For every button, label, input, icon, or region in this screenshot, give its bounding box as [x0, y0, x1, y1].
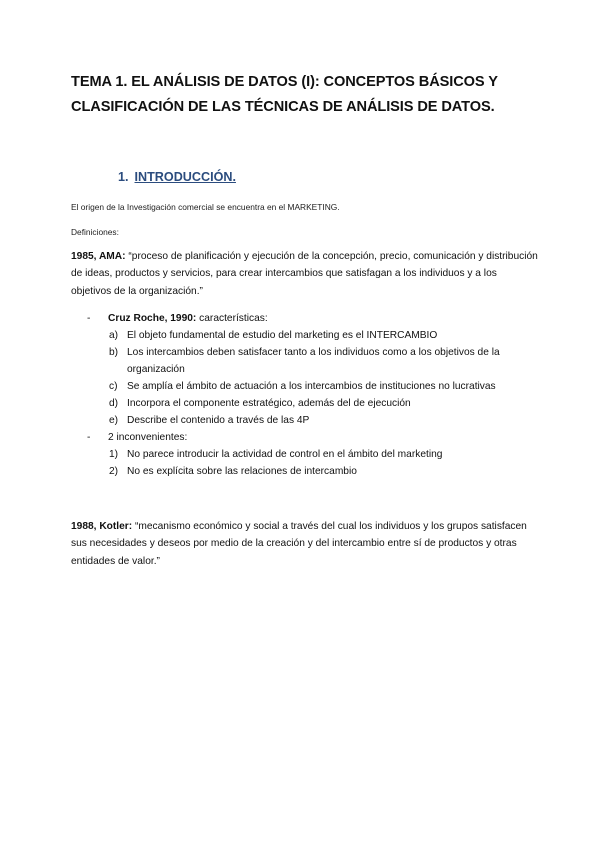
list-marker: e): [109, 415, 119, 426]
characteristics-list: [71, 310, 541, 480]
list-item: [71, 395, 541, 412]
list-item-text: No es explícita sobre las relaciones de intercambio: [127, 466, 357, 477]
section-title: INTRODUCCIÓN.: [134, 170, 236, 184]
list-item: [71, 344, 541, 378]
list-item-text: Describe el contenido a través de las 4P: [127, 415, 310, 426]
list-item-text: El objeto fundamental de estudio del marketing es el INTERCAMBIO: [127, 330, 438, 341]
list-item-inconvenientes: [71, 429, 541, 446]
list-item: [71, 378, 541, 395]
kotler-definition: [71, 518, 539, 570]
cruz-label: características:: [199, 313, 268, 324]
ama-definition: [71, 248, 539, 300]
list-item-cruz-roche: [71, 310, 541, 327]
list-item: [71, 463, 541, 480]
list-item: [71, 446, 541, 463]
inconvenientes-label: 2 inconvenientes:: [108, 432, 188, 443]
list-marker: a): [109, 330, 119, 341]
bullet-dash: -: [87, 313, 91, 324]
ama-source: 1985, AMA:: [71, 251, 126, 262]
list-item-text: No parece introducir la actividad de control en el ámbito del marketing: [127, 449, 443, 460]
intro-text: El origen de la Investigación comercial se encuentra en el MARKETING.: [71, 202, 340, 212]
list-marker: 2): [109, 466, 119, 477]
document-title: TEMA 1. EL ANÁLISIS DE DATOS (I): CONCEPTOS BÁSICOS Y CLASIFICACIÓN DE LAS TÉCNICAS DE ANÁLISIS DE DATOS.: [71, 74, 498, 115]
list-marker: b): [109, 347, 119, 358]
list-marker: c): [109, 381, 118, 392]
ama-text: “proceso de planificación y ejecución de la concepción, precio, comunicación y distribución de ideas, productos y servicios, para crear intercambios que satisfagan a los individuos y a los objetivos de la organización.”: [71, 251, 538, 297]
definitions-label: Definiciones:: [71, 227, 119, 237]
kotler-source: 1988, Kotler:: [71, 521, 133, 532]
list-item: [71, 327, 541, 344]
cruz-source: Cruz Roche, 1990:: [108, 313, 197, 324]
list-item-text: Los intercambios deben satisfacer tanto a los individuos como a los objetivos de la organización: [127, 347, 500, 375]
list-item: [71, 412, 541, 429]
kotler-text: “mecanismo económico y social a través del cual los individuos y los grupos satisfacen sus necesidades y deseos por medio de la creación y del intercambio entre sí de productos y otras entidades de valor.”: [71, 521, 527, 567]
bullet-dash: -: [87, 432, 91, 443]
section-number: 1.: [118, 170, 129, 184]
list-marker: d): [109, 398, 119, 409]
list-marker: 1): [109, 449, 119, 460]
list-item-text: Incorpora el componente estratégico, además del de ejecución: [127, 398, 411, 409]
section-heading: [118, 170, 236, 184]
list-item-text: Se amplía el ámbito de actuación a los intercambios de instituciones no lucrativas: [127, 381, 496, 392]
